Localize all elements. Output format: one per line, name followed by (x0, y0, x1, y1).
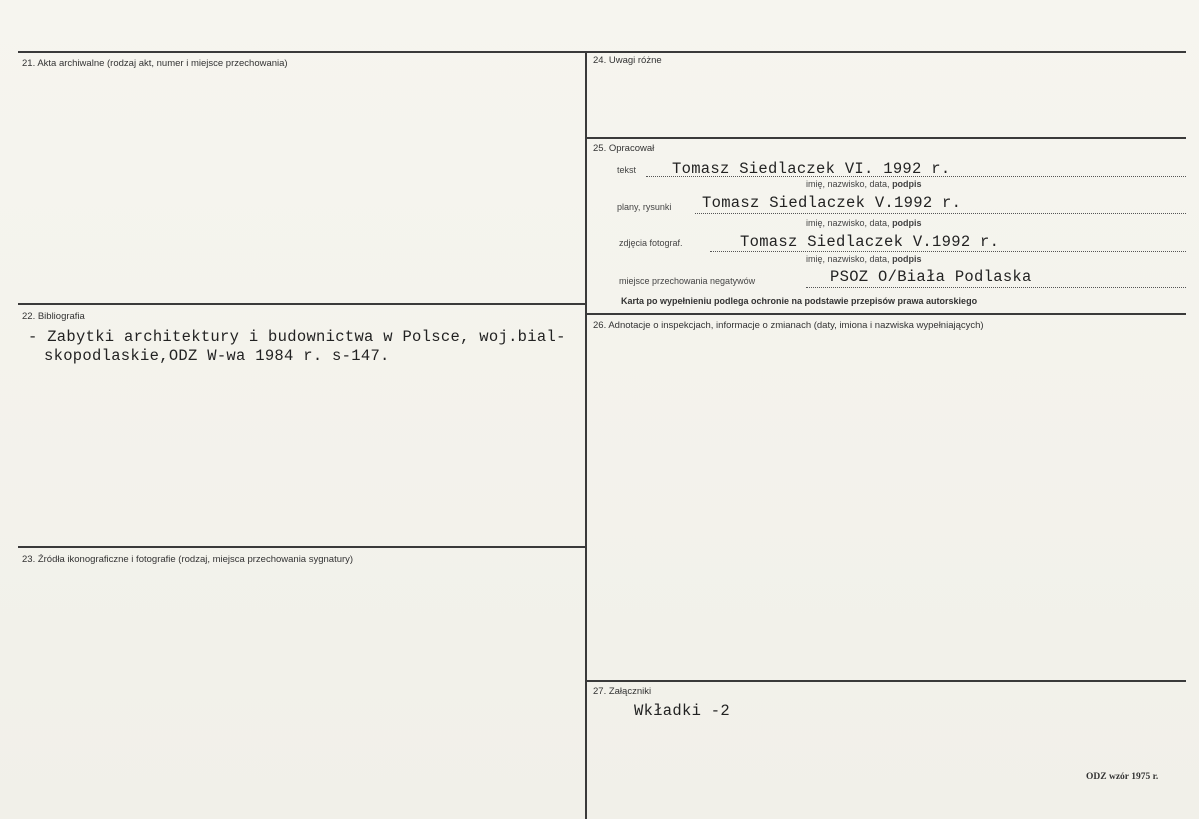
tekst-dotted-line (646, 176, 1186, 177)
copyright-notice: Karta po wypełnieniu podlega ochronie na podstawie przepisów prawa autorskiego (621, 296, 978, 306)
rule-21-22 (18, 303, 585, 305)
section-25-label: 25. Opracował (593, 143, 655, 154)
section-23-label: 23. Źródła ikonograficzne i fotografie (rodzaj, miejsca przechowania sygnatury) (22, 554, 354, 565)
bibliography-line-2: skopodlaskie,ODZ W-wa 1984 r. s-147. (44, 347, 390, 365)
zdjecia-dotted-line (710, 251, 1186, 252)
top-rule (18, 51, 1186, 53)
attachments-value: Wkładki -2 (634, 702, 731, 720)
plany-value: Tomasz Siedlaczek V.1992 r. (702, 194, 962, 212)
negatywy-label: miejsce przechowania negatywów (619, 276, 756, 286)
rule-22-23 (18, 546, 585, 548)
rule-24-25 (587, 137, 1186, 139)
tekst-value: Tomasz Siedlaczek VI. 1992 r. (672, 160, 951, 178)
plany-dotted-line (695, 213, 1186, 214)
bibliography-line-1: - Zabytki architektury i budownictwa w Polsce, woj.bial- (28, 328, 566, 346)
section-24-label: 24. Uwagi różne (593, 55, 662, 66)
rule-25-26 (587, 313, 1186, 315)
section-22-label: 22. Bibliografia (22, 311, 85, 322)
tekst-label: tekst (617, 165, 637, 175)
tekst-caption: imię, nazwisko, data, podpis (806, 179, 922, 189)
zdjecia-caption: imię, nazwisko, data, podpis (806, 254, 922, 264)
section-26-label: 26. Adnotacje o inspekcjach, informacje o zmianach (daty, imiona i nazwiska wypełniających) (593, 320, 984, 331)
plany-caption: imię, nazwisko, data, podpis (806, 218, 922, 228)
negatywy-value: PSOZ O/Biała Podlaska (830, 268, 1032, 286)
form-footer: ODZ wzór 1975 r. (1086, 772, 1159, 782)
zdjecia-value: Tomasz Siedlaczek V.1992 r. (740, 233, 1000, 251)
section-27-label: 27. Załączniki (593, 686, 652, 697)
rule-26-27 (587, 680, 1186, 682)
column-divider (585, 51, 587, 819)
section-21-label: 21. Akta archiwalne (rodzaj akt, numer i miejsce przechowania) (22, 58, 288, 69)
zdjecia-label: zdjęcia fotograf. (619, 238, 683, 248)
plany-label: plany, rysunki (617, 202, 672, 212)
negatywy-dotted-line (806, 287, 1186, 288)
